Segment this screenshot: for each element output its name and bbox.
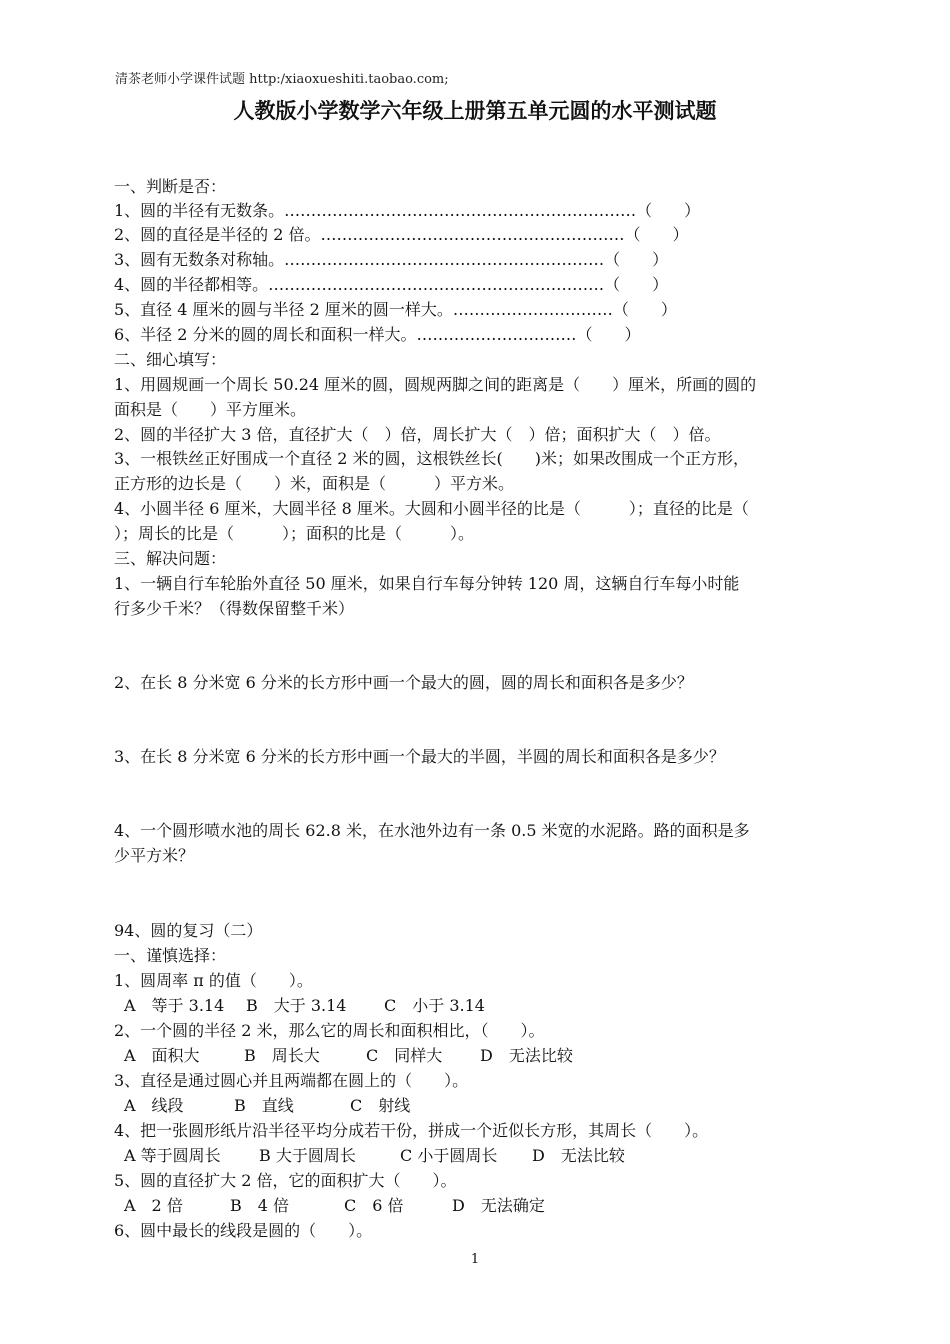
choice-q4-option-c: C 小于圆周长: [400, 1146, 498, 1165]
choice-q2-option-c: C 同样大: [366, 1046, 443, 1065]
page-title: 人教版小学数学六年级上册第五单元圆的水平测试题: [233, 99, 717, 123]
solve-heading: 三、解决问题：: [114, 549, 227, 568]
choice-q4-option-a: A 等于圆周长: [124, 1146, 221, 1165]
choice-q1-option-c: C 小于 3.14: [384, 996, 485, 1015]
choice-q4-option-b: B 大于圆周长: [259, 1146, 356, 1165]
judge-item-2: 2、圆的直径是半径的 2 倍。…………………………………………………（ ）: [114, 225, 689, 244]
fill-heading: 二、细心填写：: [114, 350, 227, 369]
choice-q2: 2、一个圆的半径 2 米，那么它的周长和面积相比，（ ）。: [114, 1021, 545, 1040]
choice-q3-option-a: A 线段: [124, 1096, 184, 1115]
choice-q1-option-b: B 大于 3.14: [246, 996, 347, 1015]
choice-q4: 4、把一张圆形纸片沿半径平均分成若干份，拼成一个近似长方形，其周长（ ）。: [114, 1121, 709, 1140]
solve-line-5: 4、一个圆形喷水池的周长 62.8 米，在水池外边有一条 0.5 米宽的水泥路。路的面积是多: [114, 821, 750, 840]
fill-line-7: ）；周长的比是（ ）；面积的比是（ ）。: [114, 524, 475, 543]
page-number: 1: [470, 1252, 480, 1267]
review-title: 94、圆的复习（二）: [114, 921, 263, 940]
choice-q3: 3、直径是通过圆心并且两端都在圆上的（ ）。: [114, 1071, 469, 1090]
choice-q5-option-a: A 2 倍: [124, 1196, 183, 1215]
fill-line-1: 1、用圆规画一个周长 50.24 厘米的圆，圆规两脚之间的距离是（ ）厘米，所画的圆的: [114, 375, 757, 394]
choice-q1-option-a: A 等于 3.14: [124, 996, 225, 1015]
fill-line-4: 3、一根铁丝正好围成一个直径 2 米的圆，这根铁丝长( )米；如果改围成一个正方形，: [114, 449, 750, 468]
solve-line-1: 1、一辆自行车轮胎外直径 50 厘米，如果自行车每分钟转 120 周，这辆自行车每小时能: [114, 574, 740, 593]
solve-line-4: 3、在长 8 分米宽 6 分米的长方形中画一个最大的半圆，半圆的周长和面积各是多少？: [114, 747, 725, 766]
choice-q3-option-c: C 射线: [350, 1096, 411, 1115]
judge-item-6: 6、半径 2 分米的圆的周长和面积一样大。…………………………（ ）: [114, 325, 641, 344]
choice-q5-option-d: D 无法确定: [452, 1196, 545, 1215]
review-heading: 一、谨慎选择：: [114, 946, 227, 965]
judge-item-5: 5、直径 4 厘米的圆与半径 2 厘米的圆一样大。…………………………（ ）: [114, 300, 677, 319]
judge-item-3: 3、圆有无数条对称轴。……………………………………………………（ ）: [114, 250, 669, 269]
choice-q1: 1、圆周率 π 的值（ ）。: [114, 971, 313, 990]
fill-line-6: 4、小圆半径 6 厘米，大圆半径 8 厘米。大圆和小圆半径的比是（ ）；直径的比是（: [114, 499, 749, 518]
solve-line-6: 少平方米？: [114, 846, 195, 865]
choice-q6: 6、圆中最长的线段是圆的（ ）。: [114, 1221, 373, 1240]
judge-item-1: 1、圆的半径有无数条。…………………………………………………………（ ）: [114, 201, 701, 220]
page-header: 清茶老师小学课件试题 http:/xiaoxueshiti.taobao.com;: [115, 72, 449, 87]
choice-q2-option-b: B 周长大: [244, 1046, 320, 1065]
choice-q3-option-b: B 直线: [234, 1096, 294, 1115]
judge-heading: 一、判断是否：: [114, 177, 227, 196]
choice-q5-option-b: B 4 倍: [230, 1196, 290, 1215]
solve-line-2: 行多少千米？（得数保留整千米）: [114, 599, 355, 618]
fill-line-5: 正方形的边长是（ ）米，面积是（ ）平方米。: [114, 474, 515, 493]
fill-line-3: 2、圆的半径扩大 3 倍，直径扩大（ ）倍，周长扩大（ ）倍；面积扩大（ ）倍。: [114, 425, 721, 444]
solve-line-3: 2、在长 8 分米宽 6 分米的长方形中画一个最大的圆，圆的周长和面积各是多少？: [114, 673, 693, 692]
choice-q5: 5、圆的直径扩大 2 倍，它的面积扩大（ ）。: [114, 1171, 457, 1190]
choice-q2-option-d: D 无法比较: [480, 1046, 573, 1065]
choice-q2-option-a: A 面积大: [124, 1046, 200, 1065]
fill-line-2: 面积是（ ）平方厘米。: [114, 400, 307, 419]
choice-q5-option-c: C 6 倍: [344, 1196, 404, 1215]
judge-item-4: 4、圆的半径都相等。………………………………………………………（ ）: [114, 275, 669, 294]
choice-q4-option-d: D 无法比较: [532, 1146, 625, 1165]
